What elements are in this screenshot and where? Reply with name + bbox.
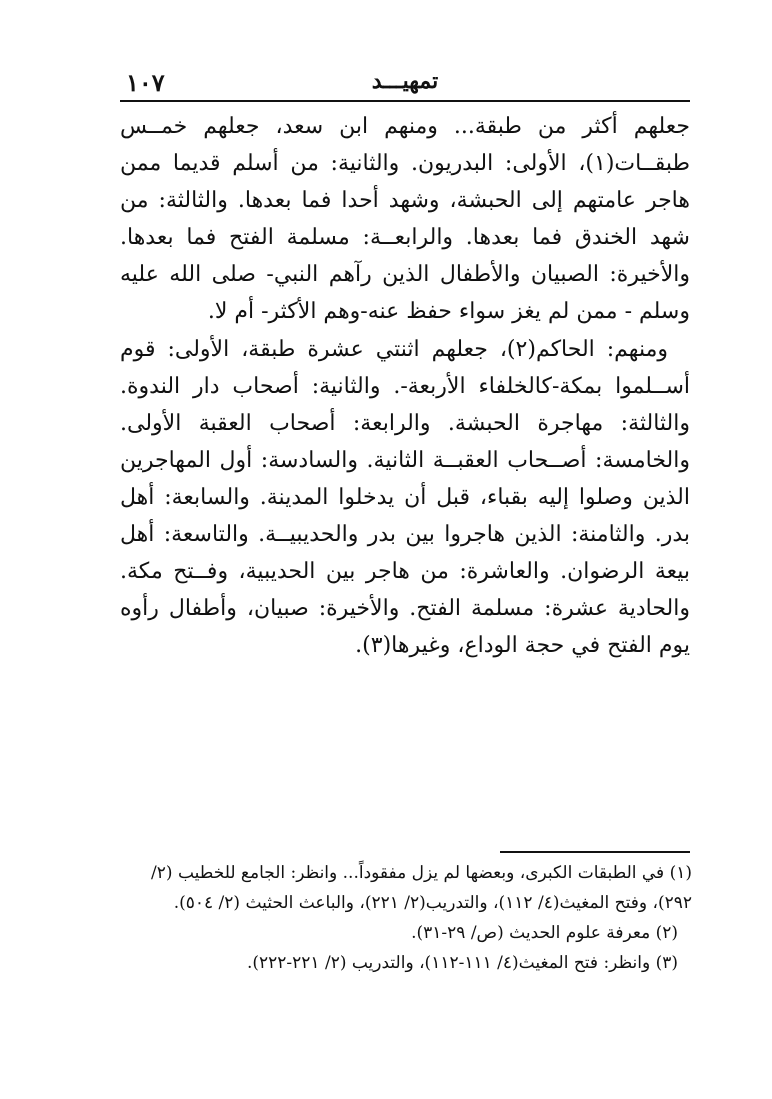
main-text xyxy=(120,108,690,664)
footnote-3: (٣) وانظر: فتح المغيث(٤/ ١١١-١١٢)، والتدريب (٢/ ٢٢١-٢٢٢). xyxy=(246,953,678,973)
running-title: تمهيـــد xyxy=(371,68,439,94)
footnotes xyxy=(118,858,692,978)
footnote-2: (٢) معرفة علوم الحديث (ص/ ٢٩-٣١). xyxy=(411,923,678,943)
page-header xyxy=(120,66,690,102)
page-number: ١٠٧ xyxy=(126,68,165,97)
footnote-separator xyxy=(500,851,690,853)
footnote-1: (١) في الطبقات الكبرى، وبعضها لم يزل مفقوداً... وانظر: الجامع للخطيب (٢/ ٢٩٢)، وفتح المغيث(٤/ ١١٢)، والتدريب(٢/ ٢٢١)، والباعث الحثيث (٢/ ٥٠٤). xyxy=(151,863,692,913)
paragraph-al-hakim: ومنهم: الحاكم(٢)، جعلهم اثنتي عشرة طبقة، الأولى: قوم أســلموا بمكة-كالخلفاء الأربعة-. والثانية: أصحاب دار الندوة. والثالثة: مهاجرة الحبشة. والرابعة: أصحاب العقبة الأولى. والخامسة: أصــحاب العقبــة الثانية. والسادسة: أول المهاجرين الذين وصلوا إليه بقباء، قبل أن يدخلوا المدينة. والسابعة: أهل بدر. والثامنة: الذين هاجروا بين بدر والحديبيــة. والتاسعة: أهل بيعة الرضوان. والعاشرة: من هاجر بين الحديبية، وفــتح مكة. والحادية عشرة: مسلمة الفتح. والأخيرة: صبيان، وأطفال رأوه يوم الفتح في حجة الوداع، وغيرها(٣). xyxy=(120,337,690,658)
paragraph-ibn-saad: جعلهم أكثر من طبقة... ومنهم ابن سعد، جعلهم خمــس طبقــات(١)، الأولى: البدريون. والثانية: من أسلم قديما ممن هاجر عامتهم إلى الحبشة، وشهد أحدا فما بعدها. والثالثة: من شهد الخندق فما بعدها. والرابعــة: مسلمة الفتح فما بعدها. والأخيرة: الصبيان والأطفال الذين رآهم النبي- صلى الله عليه وسلم - ممن لم يغز سواء حفظ عنه-وهم الأكثر- أم لا. xyxy=(120,114,690,324)
